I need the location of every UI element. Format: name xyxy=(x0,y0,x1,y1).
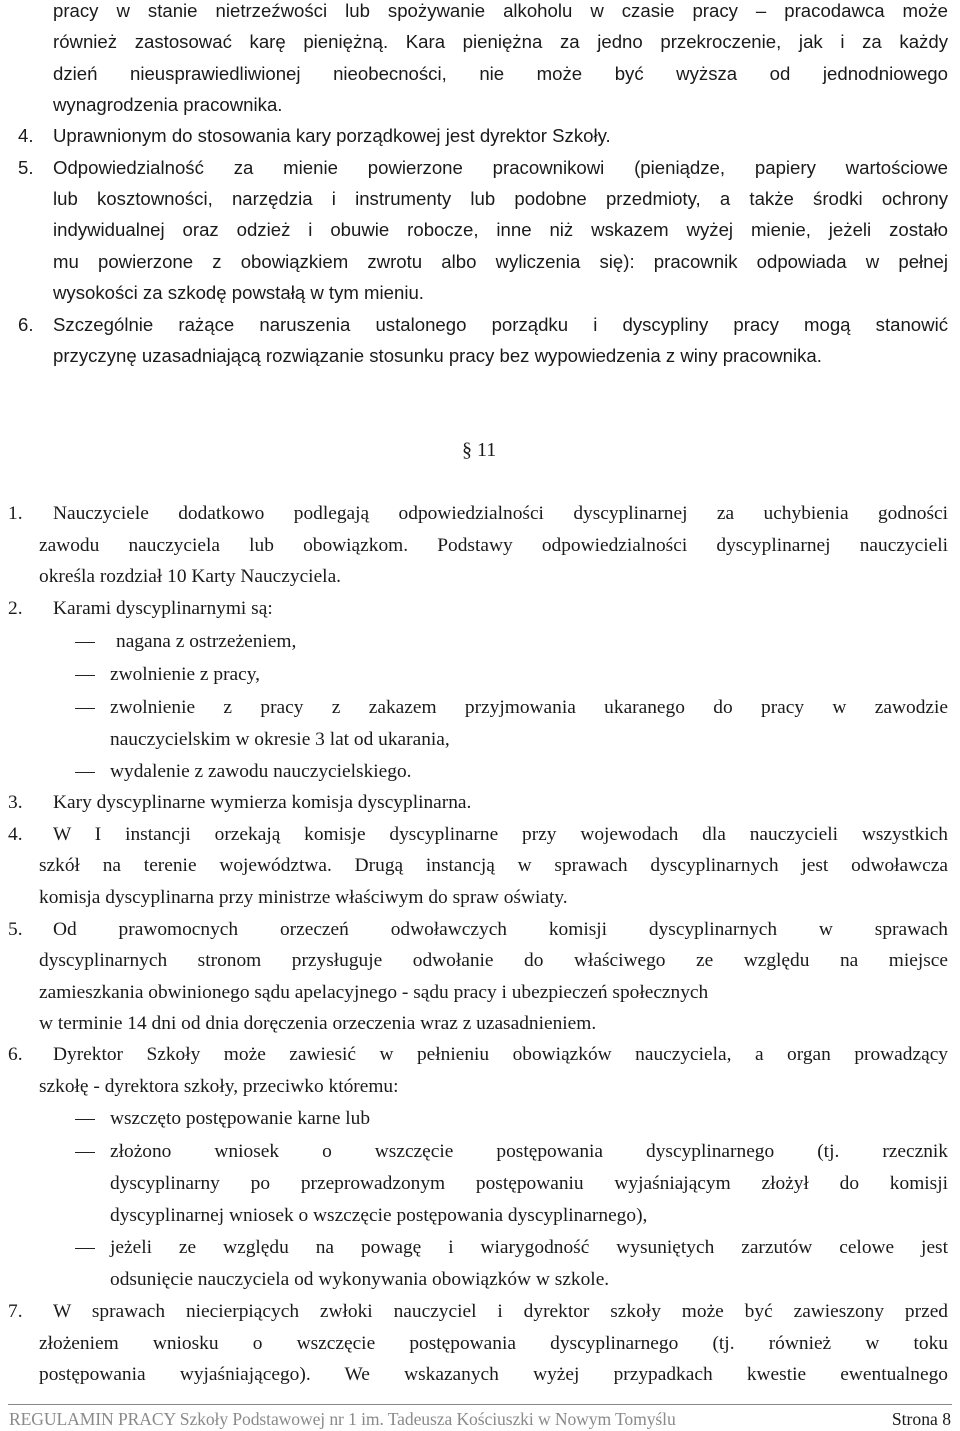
dash-bullet xyxy=(75,675,95,676)
dash-bullet xyxy=(75,708,95,709)
point-text: Karami dyscyplinarnymi są: xyxy=(53,598,273,619)
point-number: 4. xyxy=(8,824,23,845)
footer-divider xyxy=(8,1404,952,1405)
bullet-text: dyscyplinarnej wniosek o wszczęcie postępowania dyscyplinarnego), xyxy=(110,1205,648,1226)
point-text: w terminie 14 dni od dnia doręczenia orzeczenia wraz z uzasadnieniem. xyxy=(39,1013,597,1034)
point-text: złożeniem wniosku o wszczęcie postępowania dyscyplinarnego (tj. również w toku xyxy=(39,1333,948,1354)
point-text: postępowania wyjaśniającego). We wskazanych wyżej przypadkach kwestie ewentualnego xyxy=(39,1364,948,1385)
dash-bullet xyxy=(75,642,95,643)
bullet-text: złożono wniosek o wszczęcie postępowania dyscyplinarnego (tj. rzecznik xyxy=(110,1141,948,1162)
bullet-text: wydalenie z zawodu nauczycielskiego. xyxy=(110,761,412,782)
point-text: Uprawnionym do stosowania kary porządkowej jest dyrektor Szkoły. xyxy=(53,125,611,146)
footer-document-title: REGULAMIN PRACY Szkoły Podstawowej nr 1 im. Tadeusza Kościuszki w Nowym Tomyślu xyxy=(9,1409,676,1429)
point-text: mu powierzone z obowiązkiem zwrotu albo wyliczenia się): pracownik odpowiada w pełnej xyxy=(53,251,948,272)
point-text: określa rozdział 10 Karty Nauczyciela. xyxy=(39,566,342,587)
point-text: szkół na terenie województwa. Drugą instancją w sprawach dyscyplinarnych jest odwoławcza xyxy=(39,855,948,876)
dash-bullet xyxy=(75,1119,95,1120)
point-number: 5. xyxy=(18,157,34,178)
point-text: szkołę - dyrektora szkoły, przeciwko któremu: xyxy=(39,1076,399,1097)
intro-line: pracy w stanie nietrzeźwości lub spożywanie alkoholu w czasie pracy – pracodawca może xyxy=(53,0,948,21)
point-number: 5. xyxy=(8,919,23,940)
point-text: W sprawach niecierpiących zwłoki nauczyciel i dyrektor szkoły może być zawieszony przed xyxy=(53,1301,948,1322)
bullet-text: odsunięcie nauczyciela od wykonywania obowiązków w szkole. xyxy=(110,1269,610,1290)
dash-bullet xyxy=(75,1152,95,1153)
section-heading: § 11 xyxy=(462,439,497,461)
point-text: Od prawomocnych orzeczeń odwoławczych komisji dyscyplinarnych w sprawach xyxy=(53,919,948,940)
point-number: 3. xyxy=(8,792,23,813)
point-text: Dyrektor Szkoły może zawiesić w pełnieniu obowiązków nauczyciela, a organ prowadzący xyxy=(53,1044,948,1065)
bullet-text: zwolnienie z pracy, xyxy=(110,664,261,685)
bullet-text: zwolnienie z pracy z zakazem przyjmowania ukaranego do pracy w zawodzie xyxy=(110,697,948,718)
point-number: 7. xyxy=(8,1301,23,1322)
intro-line: również zastosować karę pieniężną. Kara pieniężna za jedno przekroczenie, jak i za każdy xyxy=(53,31,948,52)
page-number: Strona 8 xyxy=(891,1409,951,1429)
point-text: Nauczyciele dodatkowo podlegają odpowiedzialności dyscyplinarnej za uchybienia godności xyxy=(53,503,948,524)
bullet-text: nauczycielskim w okresie 3 lat od ukarania, xyxy=(110,729,450,750)
intro-line: wynagrodzenia pracownika. xyxy=(53,94,283,115)
point-text: Odpowiedzialność za mienie powierzone pracownikowi (pieniądze, papiery wartościowe xyxy=(53,157,948,178)
intro-line: dzień nieusprawiedliwionej nieobecności, nie może być wyższa od jednodniowego xyxy=(53,63,948,84)
point-text: Szczególnie rażące naruszenia ustalonego porządku i dyscypliny pracy mogą stanowić xyxy=(53,314,948,335)
point-number: 6. xyxy=(18,314,34,335)
point-text: dyscyplinarnych stronom przysługuje odwołanie do właściwego ze względu na miejsce xyxy=(39,950,948,971)
point-text: zawodu nauczyciela lub obowiązkom. Podstawy odpowiedzialności dyscyplinarnej nauczycieli xyxy=(39,535,948,556)
point-text: Kary dyscyplinarne wymierza komisja dyscyplinarna. xyxy=(53,792,472,813)
point-text: przyczynę uzasadniającą rozwiązanie stosunku pracy bez wypowiedzenia z winy pracownika. xyxy=(53,345,822,366)
point-text: komisja dyscyplinarna przy ministrze właściwym do spraw oświaty. xyxy=(39,887,568,908)
dash-bullet xyxy=(75,772,95,773)
point-number: 2. xyxy=(8,598,23,619)
dash-bullet xyxy=(75,1248,95,1249)
point-text: lub kosztowności, narzędzia i instrumenty lub podobne przedmioty, a także środki ochrony xyxy=(53,188,948,209)
point-text: W I instancji orzekają komisje dyscyplinarne przy wojewodach dla nauczycieli wszystkich xyxy=(53,824,948,845)
point-number: 6. xyxy=(8,1044,23,1065)
bullet-text: wszczęto postępowanie karne lub xyxy=(110,1108,371,1129)
point-text: wysokości za szkodę powstałą w tym mieniu. xyxy=(53,282,424,303)
point-text: indywidualnej oraz odzież i obuwie robocze, inne niż wskazem wyżej mienie, jeżeli zostało xyxy=(53,219,948,240)
bullet-text: nagana z ostrzeżeniem, xyxy=(116,631,297,652)
point-number: 4. xyxy=(18,125,34,146)
point-text: zamieszkania obwinionego sądu apelacyjnego - sądu pracy i ubezpieczeń społecznych xyxy=(39,982,709,1003)
point-number: 1. xyxy=(8,503,23,524)
bullet-text: dyscyplinarny po przeprowadzonym postępowaniu wyjaśniającym złożył do komisji xyxy=(110,1173,948,1194)
bullet-text: jeżeli ze względu na powagę i wiarygodność wysuniętych zarzutów celowe jest xyxy=(110,1237,948,1258)
